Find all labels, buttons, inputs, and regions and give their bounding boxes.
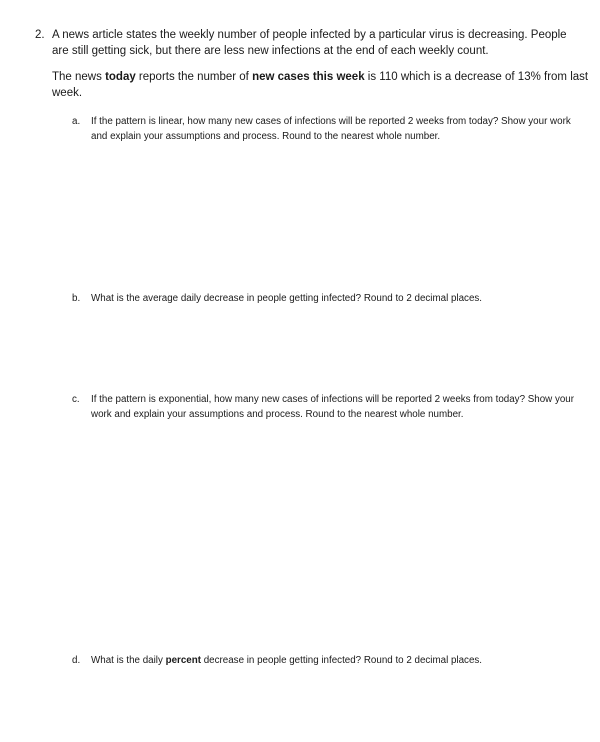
news-bold-today: today bbox=[105, 71, 136, 83]
question-number: 2. bbox=[35, 29, 45, 41]
part-c-question: If the pattern is exponential, how many new cases of infections will be reported 2 weeks from today? Show your work and explain your assumptions and process. Round to the nearest whole number. bbox=[91, 394, 575, 420]
part-d-text-1: What is the daily bbox=[91, 655, 166, 666]
part-d-question bbox=[91, 654, 581, 669]
part-b-letter: b. bbox=[72, 293, 81, 304]
part-a-letter: a. bbox=[72, 116, 81, 127]
part-d-bold-percent: percent bbox=[165, 655, 201, 666]
part-b-question: What is the average daily decrease in people getting infected? Round to 2 decimal places. bbox=[91, 293, 483, 304]
news-text-3: is 110 which is a decrease of 13% from last week. bbox=[52, 71, 589, 99]
question-intro: A news article states the weekly number of people infected by a particular virus is decreasing. People are still getting sick, but there are less new infections at the end of each weekly count. bbox=[52, 29, 567, 57]
news-text-2: reports the number of bbox=[135, 71, 253, 83]
part-c-letter: c. bbox=[72, 394, 80, 405]
news-text-1: The news bbox=[52, 71, 106, 83]
news-statement bbox=[52, 69, 592, 101]
part-d-text-2: decrease in people getting infected? Round to 2 decimal places. bbox=[201, 655, 483, 666]
part-a-question: If the pattern is linear, how many new cases of infections will be reported 2 weeks from today? Show your work and explain your assumptions and process. Round to the nearest whole number. bbox=[91, 116, 571, 142]
part-d-letter: d. bbox=[72, 655, 81, 666]
news-bold-new-cases: new cases this week bbox=[252, 71, 365, 83]
